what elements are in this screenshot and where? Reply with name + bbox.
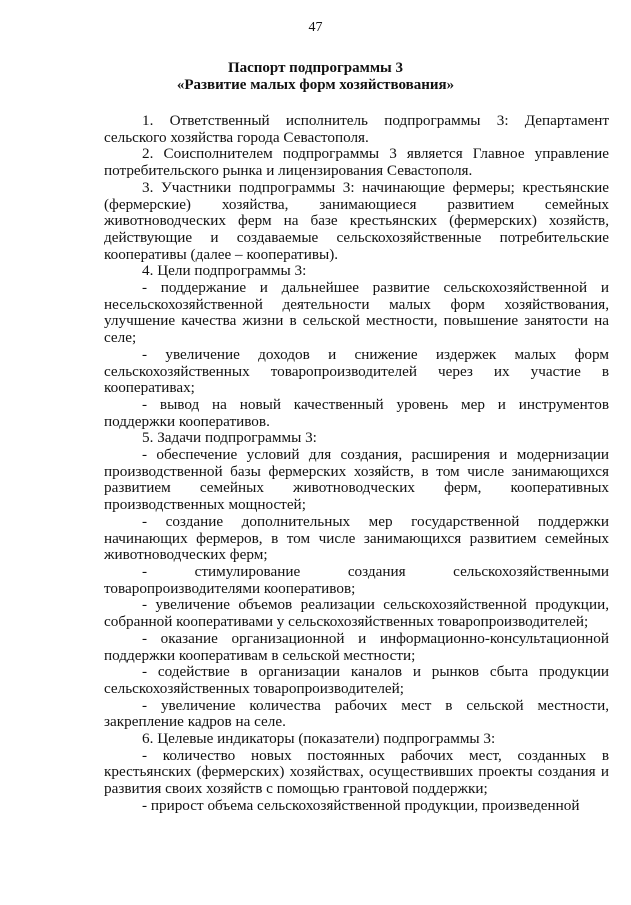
paragraph: - прирост объема сельскохозяйственной продукции, произведенной xyxy=(142,796,580,814)
paragraph: - вывод на новый качественный уровень мер и инструментов поддержки кооперативов. xyxy=(104,395,609,430)
paragraph: - поддержание и дальнейшее развитие сельскохозяйственной и несельскохозяйственной деятельности малых форм хозяйствования, улучшение качества жизни в сельской местности, повышение занятости на селе; xyxy=(104,279,609,347)
page-number: 47 xyxy=(308,20,323,35)
paragraph: 6. Целевые индикаторы (показатели) подпрограммы 3: xyxy=(142,730,496,748)
paragraph: 1. Ответственный исполнитель подпрограммы 3: Департамент сельского хозяйства города Севастополя. xyxy=(104,112,609,146)
paragraph: - увеличение количества рабочих мест в сельской местности, закрепление кадров на селе. xyxy=(104,696,609,731)
paragraph: - оказание организационной и информационно-консультационной поддержки кооперативам в сельской местности; xyxy=(104,629,609,664)
paragraph: - количество новых постоянных рабочих мест, созданных в крестьянских (фермерских) хозяйствах, осуществивших проекты создания и развития своих хозяйств с помощью грантовой поддержки; xyxy=(104,746,609,798)
document-body xyxy=(104,113,609,815)
paragraph: - обеспечение условий для создания, расширения и модернизации производственной базы фермерских хозяйств, в том числе занимающихся развитием семейных животноводческих ферм, кооперативных производственных мощностей; xyxy=(104,446,609,514)
paragraph: - увеличение доходов и снижение издержек малых форм сельскохозяйственных товаропроизводителей через их участие в кооперативах; xyxy=(104,345,609,397)
paragraph: 5. Задачи подпрограммы 3: xyxy=(142,429,317,447)
paragraph: - увеличение объемов реализации сельскохозяйственной продукции, собранной кооперативами у сельскохозяйственных товаропроизводителей; xyxy=(104,596,609,631)
paragraph: 2. Соисполнителем подпрограммы 3 является Главное управление потребительского рынка и лицензирования Севастополя. xyxy=(104,145,609,180)
paragraph: - стимулирование создания сельскохозяйственными товаропроизводителями кооперативов; xyxy=(104,562,609,597)
title-line-1: Паспорт подпрограммы 3 xyxy=(227,60,404,76)
paragraph: 3. Участники подпрограммы 3: начинающие фермеры; крестьянские (фермерские) хозяйства, занимающиеся развитием семейных животноводческих ферм на базе крестьянских (фермерских) хозяйств, действующие и создаваемые сельскохозяйственные потребительские кооперативы (далее – кооперативы). xyxy=(104,178,609,263)
paragraph: - создание дополнительных мер государственной поддержки начинающих фермеров, в том числе занимающихся развитием семейных животноводческих ферм; xyxy=(104,512,609,564)
title-line-2: «Развитие малых форм хозяйствования» xyxy=(176,77,455,93)
document-title xyxy=(0,60,631,94)
paragraph: - содействие в организации каналов и рынков сбыта продукции сельскохозяйственных товаропроизводителей; xyxy=(104,663,609,697)
paragraph: 4. Цели подпрограммы 3: xyxy=(142,262,307,280)
